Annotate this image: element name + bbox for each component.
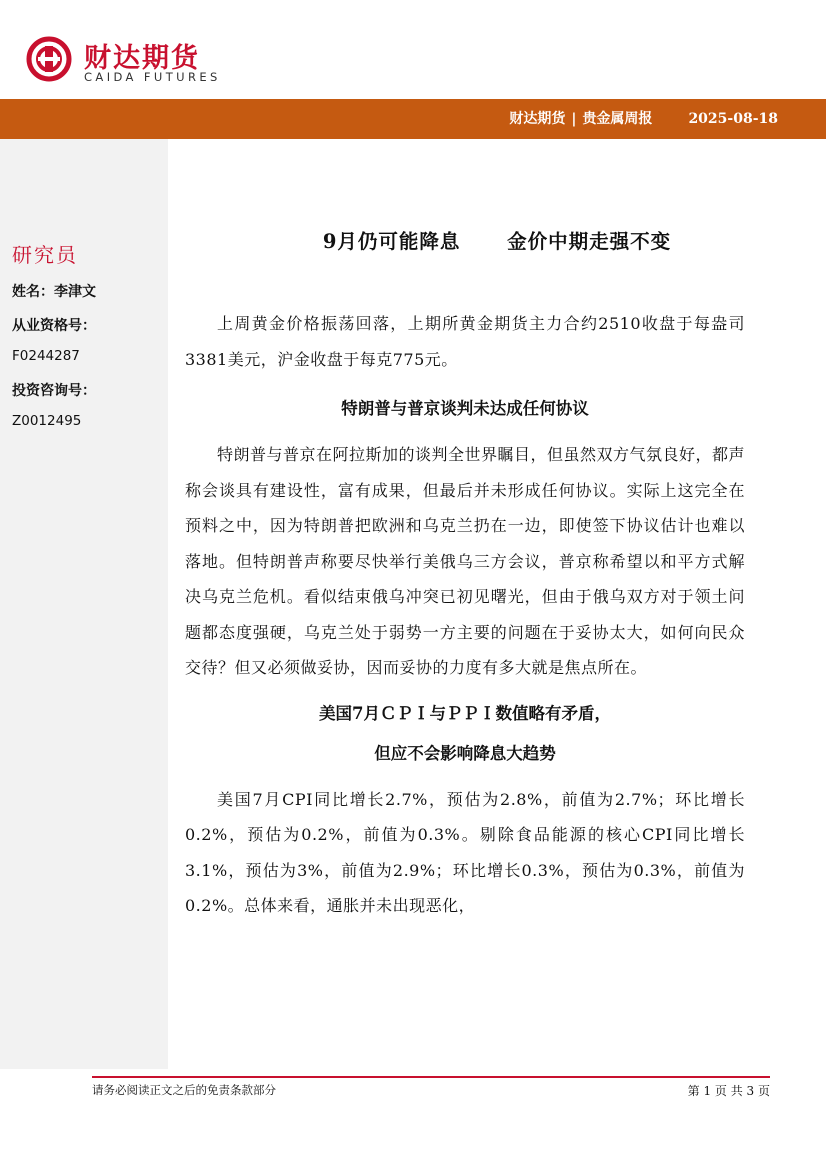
section-heading: 特朗普与普京谈判未达成任何协议 xyxy=(341,399,589,418)
section-heading: 美国7月ＣＰＩ与ＰＰＩ数值略有矛盾， xyxy=(319,703,611,723)
header-report-type: 贵金属周报 xyxy=(582,111,653,127)
caida-logo-icon xyxy=(26,36,72,82)
main-content xyxy=(185,306,745,924)
license-label: 从业资格号： xyxy=(12,318,96,334)
section-paragraph: 美国7月CPI同比增长2.7%，预估为2.8%，前值为2.7%；环比增长0.2%，预估为0.2%，前值为0.3%。剔除食品能源的核心CPI同比增长3.1%，预估为3%，前值为2.9%；环比增长0.3%，预估为0.3%，前值为0.2%。总体来看，通胀并未出现恶化， xyxy=(185,789,745,915)
document-title: 9月仍可能降息 金价中期走强不变 xyxy=(322,230,672,253)
company-logo xyxy=(26,34,226,94)
license-value: F0244287 xyxy=(12,348,80,364)
advisory-label: 投资咨询号： xyxy=(12,383,96,399)
header-separator: | xyxy=(571,111,577,127)
logo-name-cn: 财达期货 xyxy=(84,43,200,74)
header-text xyxy=(509,99,778,139)
header-bar xyxy=(0,99,826,139)
footer-disclaimer: 请务必阅读正文之后的免责条款部分 xyxy=(92,1083,276,1097)
page-number: 第 1 页 共 3 页 xyxy=(687,1084,770,1098)
sidebar-title: 研究员 xyxy=(12,243,78,267)
researcher-sidebar xyxy=(0,139,168,1069)
advisory-value: Z0012495 xyxy=(12,413,82,429)
intro-paragraph: 上周黄金价格振荡回落，上期所黄金期货主力合约2510收盘于每盎司3381美元，沪金收盘于每克775元。 xyxy=(185,314,745,369)
header-date: 2025-08-18 xyxy=(688,111,778,127)
section-heading: 但应不会影响降息大趋势 xyxy=(374,743,556,763)
footer-divider xyxy=(92,1076,770,1078)
logo-name-en: CAIDA FUTURES xyxy=(84,70,221,84)
section-paragraph: 特朗普与普京在阿拉斯加的谈判全世界瞩目，但虽然双方气氛良好，都声称会谈具有建设性，富有成果，但最后并未形成任何协议。实际上这完全在预料之中，因为特朗普把欧洲和乌克兰扔在一边，即使签下协议估计也难以落地。但特朗普声称要尽快举行美俄乌三方会议，普京称希望以和平方式解决乌克兰危机。看似结束俄乌冲突已初见曙光，但由于俄乌双方对于领土问题都态度强硬，乌克兰处于弱势一方主要的问题在于妥协太大，如何向民众交待？但又必须做妥协，因而妥协的力度有多大就是焦点所在。 xyxy=(185,445,746,677)
researcher-name: 姓名：李津文 xyxy=(12,284,96,300)
header-company: 财达期货 xyxy=(509,111,566,127)
